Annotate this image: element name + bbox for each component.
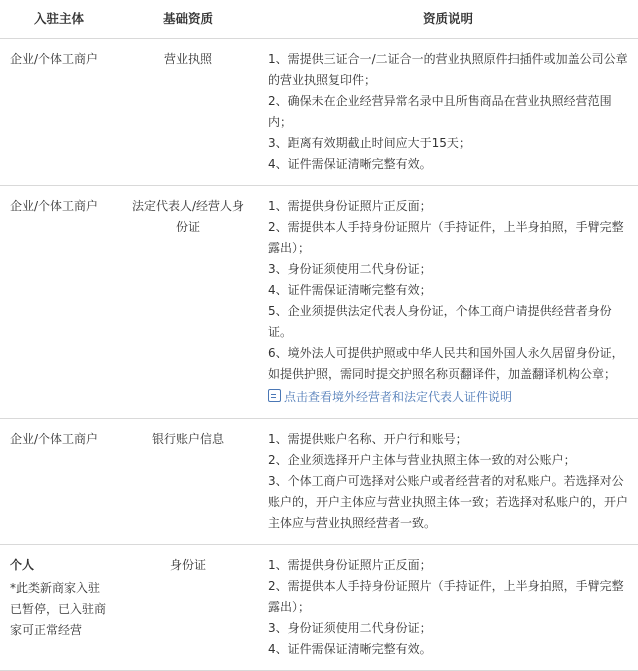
column-header-description: 资质说明 <box>258 0 638 38</box>
description-line: 4、证件需保证清晰完整有效； <box>268 282 432 297</box>
description-line: 2、确保未在企业经营异常名录中且所售商品在营业执照经营范围内； <box>268 93 612 129</box>
description-line: 4、证件需保证清晰完整有效。 <box>268 641 432 656</box>
description-line: 2、企业须选择开户主体与营业执照主体一致的对公账户； <box>268 452 576 467</box>
subject-note: *此类新商家入驻已暂停，已入驻商家可正常经营 <box>10 580 107 637</box>
description-line: 4、证件需保证清晰完整有效。 <box>268 156 432 171</box>
table-row <box>0 38 638 185</box>
cell-description <box>258 185 638 418</box>
table-header <box>0 0 638 38</box>
description-line: 6、境外法人可提供护照或中华人民共和国外国人永久居留身份证，如提供护照，需同时提交护照名称页翻译件，加盖翻译机构公章； <box>268 345 624 381</box>
description-line: 1、需提供身份证照片正反面； <box>268 557 432 572</box>
cell-description <box>258 418 638 544</box>
column-header-subject: 入驻主体 <box>0 0 118 38</box>
table-row <box>0 418 638 544</box>
description-line: 5、企业须提供法定代表人身份证，个体工商户请提供经营者身份证。 <box>268 303 612 339</box>
description-line: 2、需提供本人手持身份证照片（手持证件，上半身拍照，手臂完整露出）； <box>268 219 624 255</box>
description-line: 3、身份证须使用二代身份证； <box>268 261 432 276</box>
description-line: 1、需提供账户名称、开户行和账号； <box>268 431 468 446</box>
document-icon <box>268 389 281 402</box>
table-body <box>0 38 638 670</box>
overseas-certificate-link[interactable] <box>268 387 512 408</box>
cell-description <box>258 38 638 185</box>
description-line: 1、需提供身份证照片正反面； <box>268 198 432 213</box>
table-row <box>0 185 638 418</box>
cell-qualification: 法定代表人/经营人身份证 <box>118 185 258 418</box>
cell-subject: 企业/个体工商户 <box>0 38 118 185</box>
subject-title: 个人 <box>10 557 35 572</box>
overseas-certificate-link-label: 点击查看境外经营者和法定代表人证件说明 <box>284 389 513 404</box>
column-header-qualification: 基础资质 <box>118 0 258 38</box>
cell-subject: 企业/个体工商户 <box>0 418 118 544</box>
cell-qualification: 营业执照 <box>118 38 258 185</box>
cell-subject <box>0 544 118 670</box>
table-row <box>0 544 638 670</box>
description-line: 2、需提供本人手持身份证照片（手持证件，上半身拍照，手臂完整露出）； <box>268 578 624 614</box>
cell-description <box>258 544 638 670</box>
cell-qualification: 银行账户信息 <box>118 418 258 544</box>
table-header-row <box>0 0 638 38</box>
description-line: 3、个体工商户可选择对公账户或者经营者的对私账户。若选择对公账户的，开户主体应与营业执照主体一致；若选择对私账户的，开户主体应与营业执照经营者一致。 <box>268 473 629 530</box>
description-line: 1、需提供三证合一/二证合一的营业执照原件扫插件或加盖公司公章的营业执照复印件； <box>268 51 628 87</box>
cell-qualification: 身份证 <box>118 544 258 670</box>
description-line: 3、距离有效期截止时间应大于15天； <box>268 135 471 150</box>
cell-subject: 企业/个体工商户 <box>0 185 118 418</box>
description-line: 3、身份证须使用二代身份证； <box>268 620 432 635</box>
